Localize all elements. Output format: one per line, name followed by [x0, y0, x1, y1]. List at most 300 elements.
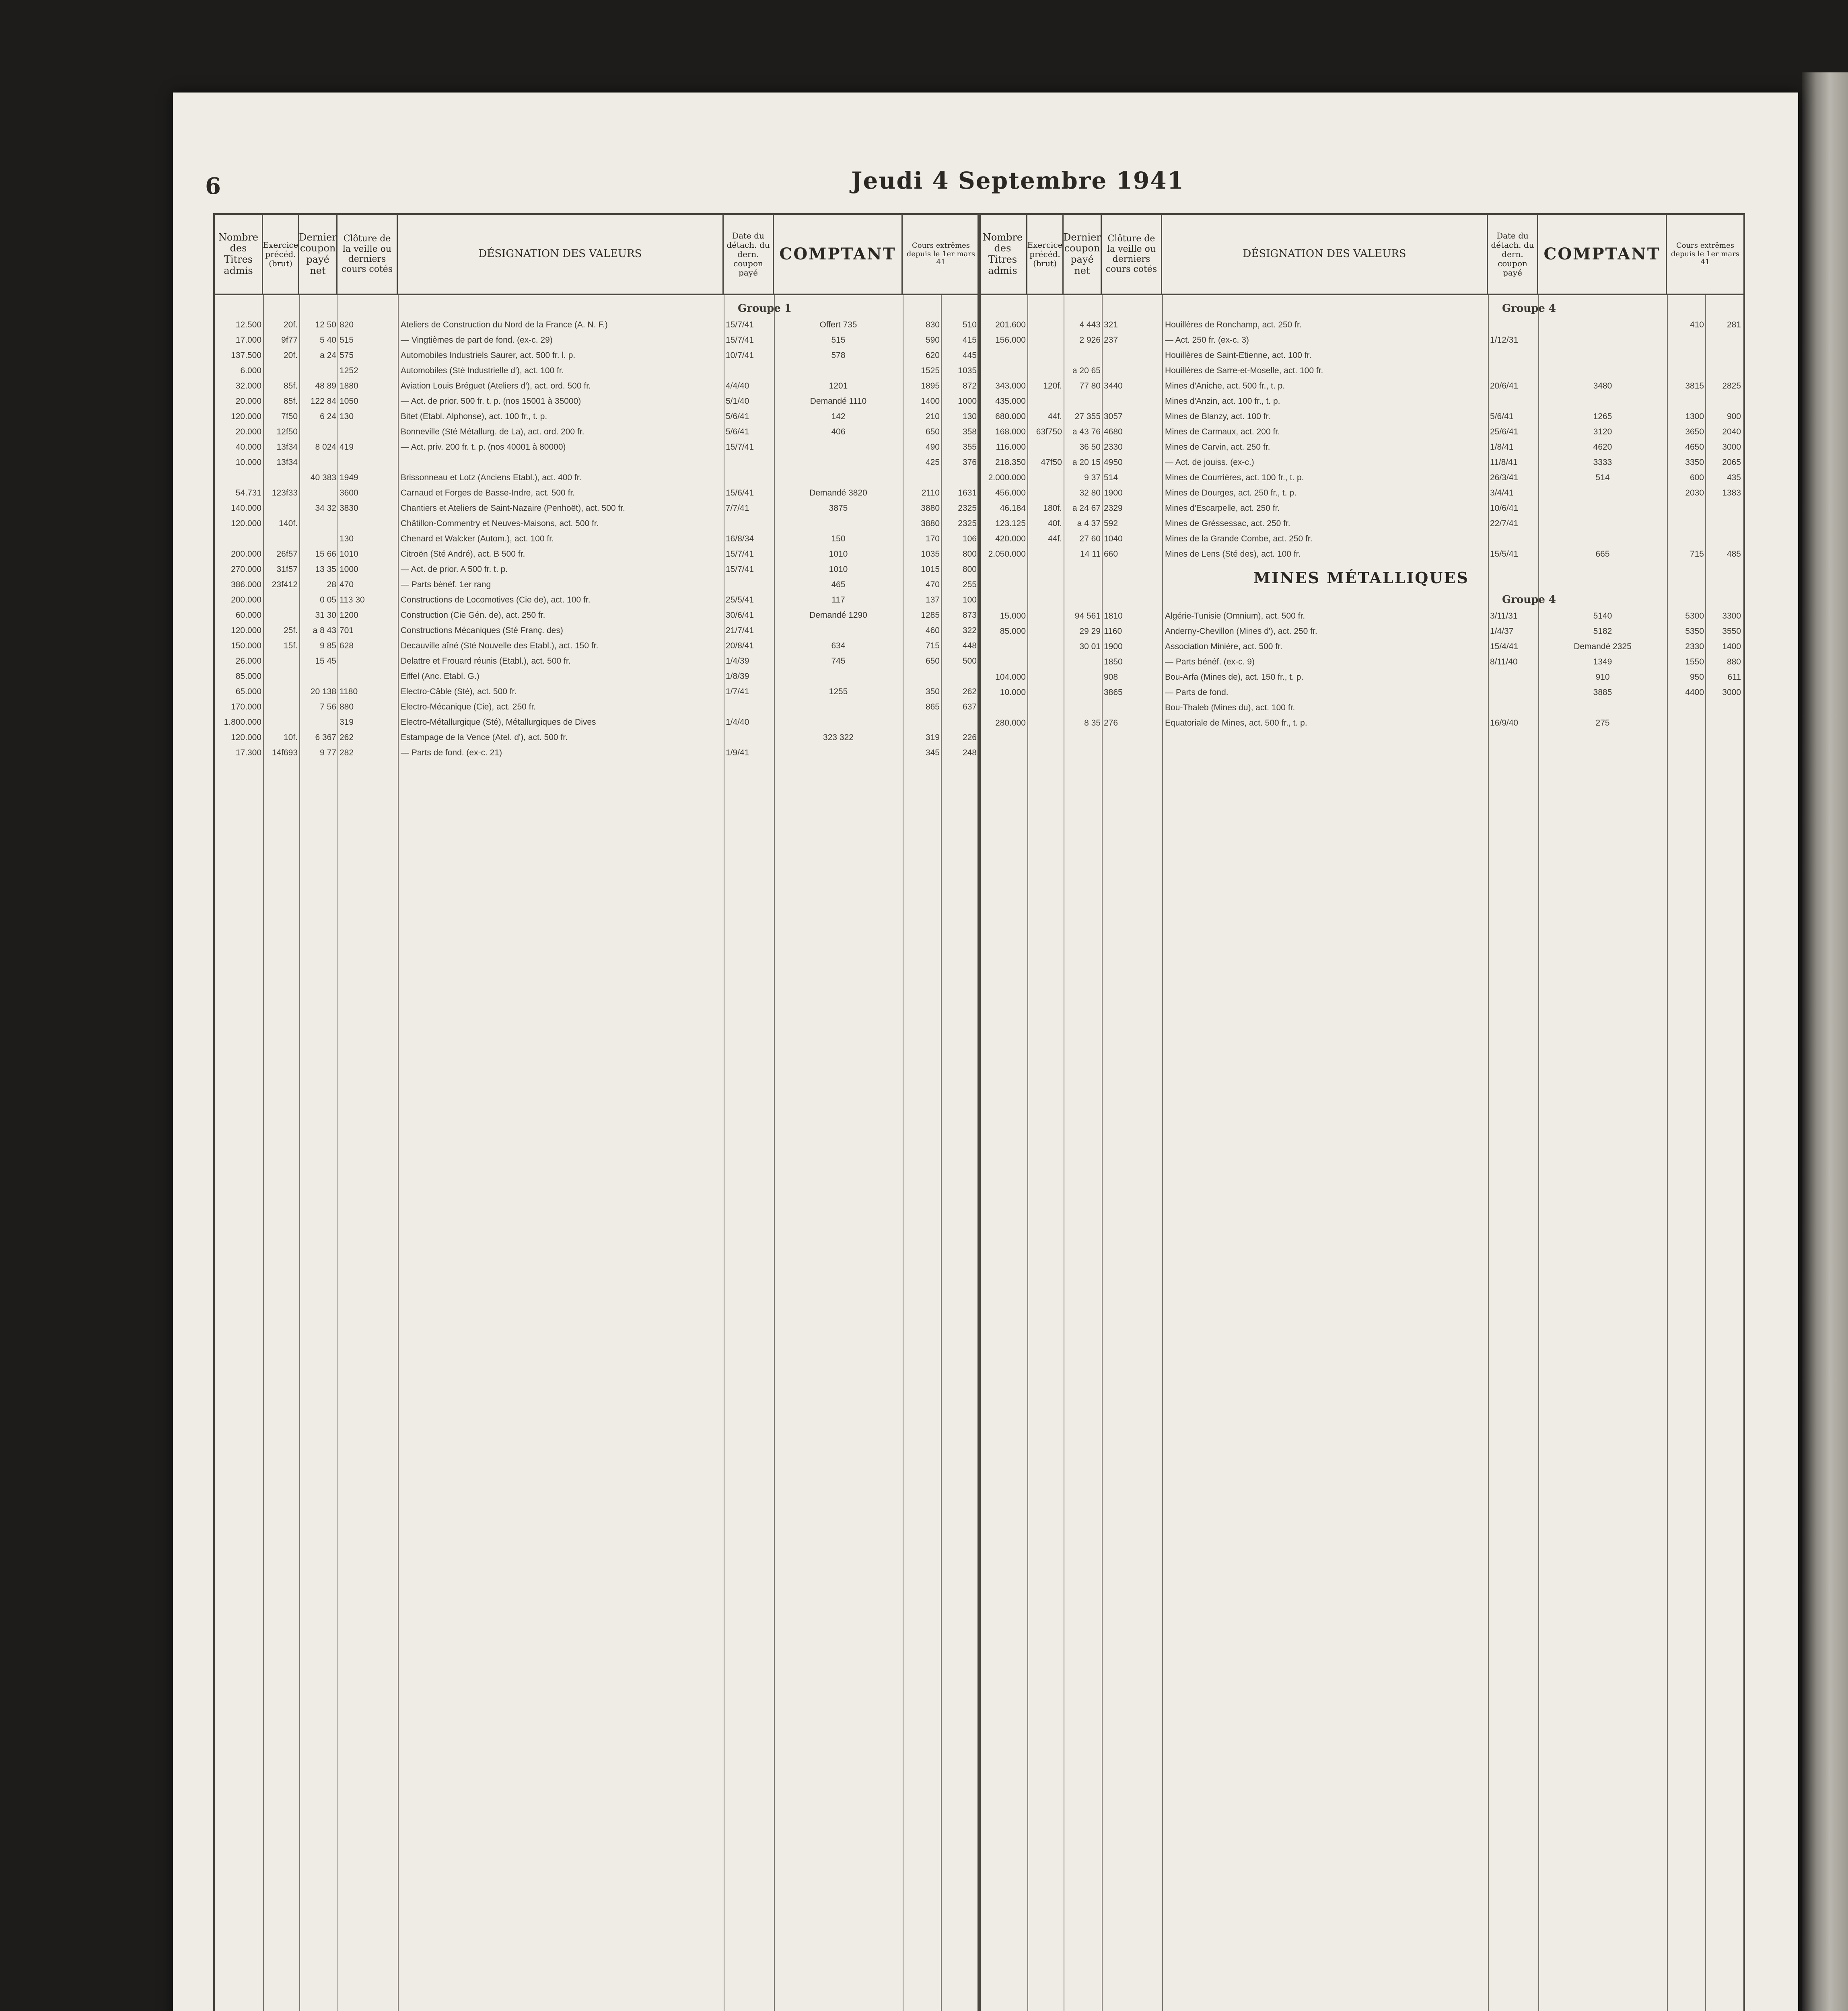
- cell-lo: 872: [962, 381, 977, 391]
- table-row: [979, 701, 1743, 716]
- table-row: [215, 455, 979, 471]
- cell-n: 343.000: [995, 381, 1026, 391]
- table-row: [979, 655, 1743, 670]
- cell-d: 32 80: [1079, 488, 1101, 498]
- cell-name: Mines de Lens (Sté des), act. 100 fr.: [1165, 549, 1301, 559]
- cell-name: — Parts bénéf. (ex-c. 9): [1165, 657, 1255, 666]
- cell-lo: 355: [962, 442, 977, 452]
- col-date-detach: Date du détach. du dern. coupon payé: [1488, 215, 1538, 295]
- cell-hi: 3880: [921, 519, 940, 528]
- cell-comptant: 515: [831, 335, 846, 345]
- cell-n: 26.000: [235, 656, 261, 666]
- cell-lo: 255: [962, 580, 977, 589]
- cell-lo: 2040: [1722, 427, 1741, 436]
- cell-name: Mines d'Escarpelle, act. 250 fr.: [1165, 504, 1280, 513]
- table-row: [979, 532, 1743, 547]
- cell-comptant: Demandé 1290: [809, 611, 867, 620]
- cell-n: 10.000: [1000, 688, 1026, 697]
- cell-comptant: 634: [831, 641, 846, 650]
- cell-lo: 100: [962, 595, 977, 605]
- cell-n: 85.000: [1000, 627, 1026, 636]
- cell-n: 46.184: [1000, 504, 1026, 513]
- cell-e: 85f.: [283, 397, 298, 406]
- cell-n: 1.800.000: [224, 718, 261, 727]
- cell-c: 1010: [340, 549, 358, 559]
- cell-c: 319: [340, 718, 354, 727]
- cell-n: 200.000: [231, 595, 261, 605]
- cell-c: 1040: [1104, 534, 1123, 543]
- cell-c: 3057: [1104, 412, 1123, 421]
- cell-c: 113 30: [340, 595, 365, 605]
- cell-d: 0 05: [320, 595, 336, 605]
- cell-comptant: 1265: [1593, 412, 1612, 421]
- cell-hi: 350: [925, 687, 940, 696]
- table-row: [979, 348, 1743, 364]
- cell-name: Equatoriale de Mines, act. 500 fr., t. p.: [1165, 718, 1307, 728]
- table-row: [979, 609, 1743, 624]
- col-comptant: COMPTANT: [774, 215, 903, 295]
- cell-hi: 319: [925, 733, 940, 742]
- cell-hi: 410: [1690, 320, 1704, 329]
- cell-hi: 1550: [1685, 657, 1704, 666]
- cell-lo: 873: [962, 611, 977, 620]
- cell-e: 25f.: [283, 626, 298, 635]
- cell-dt: 10/6/41: [1490, 504, 1519, 513]
- cell-c: 282: [340, 748, 354, 757]
- col-exercice: Exercice précéd. (brut): [1027, 215, 1064, 295]
- cell-name: Mines d'Aniche, act. 500 fr., t. p.: [1165, 381, 1285, 391]
- table-row: [979, 547, 1743, 562]
- cell-n: 218.350: [995, 458, 1026, 467]
- cell-dt: 16/8/34: [726, 534, 754, 543]
- cell-c: 1160: [1104, 627, 1122, 636]
- cell-name: — Act. priv. 200 fr. t. p. (nos 40001 à 80000): [401, 442, 566, 452]
- cell-d: 6 24: [320, 412, 336, 421]
- cell-c: 1050: [340, 397, 358, 406]
- cell-e: 120f.: [1043, 381, 1062, 391]
- table-row: [979, 394, 1743, 409]
- table-row: [215, 516, 979, 532]
- col-date-detach: Date du détach. du dern. coupon payé: [724, 215, 774, 295]
- cell-name: — Parts bénéf. 1er rang: [401, 580, 491, 589]
- cell-c: 470: [340, 580, 354, 589]
- cell-name: — Parts de fond. (ex-c. 21): [401, 748, 502, 757]
- cell-comptant: 578: [831, 351, 846, 360]
- cell-dt: 3/11/31: [1490, 611, 1518, 621]
- cell-hi: 1525: [921, 366, 940, 375]
- cell-e: 40f.: [1047, 519, 1062, 528]
- table-row: [215, 409, 979, 425]
- cell-dt: 5/6/41: [1490, 412, 1514, 421]
- cell-e: 26f57: [276, 549, 298, 559]
- cell-d: 30 01: [1079, 642, 1101, 651]
- cell-d: 6 367: [315, 733, 336, 742]
- cell-c: 1180: [340, 687, 358, 696]
- cell-c: 2330: [1104, 442, 1123, 452]
- cell-comptant: Offert 735: [819, 320, 857, 329]
- cell-c: 1900: [1104, 488, 1123, 498]
- col-cours-extremes: Cours extrêmes depuis le 1er mars 41: [903, 215, 979, 295]
- cell-d: 48 89: [315, 381, 336, 391]
- cell-comptant: 117: [831, 595, 845, 605]
- table-row: [979, 685, 1743, 701]
- cell-comptant: 5182: [1593, 627, 1612, 636]
- cell-e: 13f34: [276, 442, 298, 452]
- cell-e: 63f750: [1036, 427, 1062, 436]
- newspaper-page: [173, 93, 1798, 2011]
- cell-dt: 7/7/41: [726, 504, 749, 513]
- cell-d: 36 50: [1079, 442, 1101, 452]
- cell-e: 44f.: [1047, 412, 1062, 421]
- cell-n: 104.000: [995, 672, 1026, 682]
- table-row: [979, 670, 1743, 685]
- cell-d: 9 37: [1084, 473, 1101, 482]
- col-nombre: Nombre des Titres admis: [215, 215, 263, 295]
- cell-comptant: 5140: [1593, 611, 1612, 621]
- cell-hi: 170: [925, 534, 940, 543]
- cell-lo: 1631: [958, 488, 977, 498]
- cell-hi: 1300: [1685, 412, 1704, 421]
- cell-comptant: 275: [1595, 718, 1610, 728]
- cell-lo: 637: [962, 702, 977, 711]
- cell-e: 14f693: [272, 748, 298, 757]
- cell-name: Chenard et Walcker (Autom.), act. 100 fr.: [401, 534, 554, 543]
- cell-n: 54.731: [235, 488, 261, 498]
- cell-c: 575: [340, 351, 354, 360]
- group-label: Groupe 4: [1502, 302, 1556, 315]
- cell-hi: 590: [925, 335, 940, 345]
- cell-hi: 1015: [921, 565, 940, 574]
- cell-lo: 2065: [1722, 458, 1741, 467]
- cell-lo: 106: [962, 534, 977, 543]
- cell-hi: 715: [1690, 549, 1704, 559]
- cell-c: 4680: [1104, 427, 1123, 436]
- cell-d: 13 35: [315, 565, 336, 574]
- cell-d: 14 11: [1080, 549, 1101, 559]
- cell-d: 9 77: [320, 748, 336, 757]
- cell-n: 17.300: [235, 748, 261, 757]
- cell-c: 1810: [1104, 611, 1123, 621]
- cell-hi: 137: [925, 595, 940, 605]
- cell-c: 880: [340, 702, 354, 711]
- cell-c: 820: [340, 320, 354, 329]
- cell-name: Electro-Câble (Sté), act. 500 fr.: [401, 687, 517, 696]
- cell-n: 120.000: [231, 519, 261, 528]
- cell-c: 1850: [1104, 657, 1123, 666]
- left-table: [213, 213, 981, 2011]
- cell-lo: 485: [1727, 549, 1741, 559]
- cell-dt: 25/6/41: [1490, 427, 1519, 436]
- cell-n: 280.000: [995, 718, 1026, 728]
- cell-lo: 248: [962, 748, 977, 757]
- cell-lo: 510: [962, 320, 977, 329]
- cell-dt: 15/7/41: [726, 442, 754, 452]
- cell-d: 9 85: [320, 641, 336, 650]
- cell-comptant: 745: [831, 656, 846, 666]
- cell-d: 28: [327, 580, 336, 589]
- cell-comptant: 3885: [1593, 688, 1612, 697]
- cell-dt: 20/8/41: [726, 641, 754, 650]
- cell-n: 17.000: [235, 335, 261, 345]
- cell-e: 23f412: [272, 580, 298, 589]
- cell-comptant: 406: [831, 427, 846, 436]
- cell-n: 116.000: [996, 442, 1026, 452]
- cell-lo: 445: [962, 351, 977, 360]
- cell-lo: 1400: [1722, 642, 1741, 651]
- cell-n: 168.000: [995, 427, 1026, 436]
- cell-dt: 15/4/41: [1490, 642, 1519, 651]
- cell-n: 137.500: [231, 351, 261, 360]
- cell-c: 262: [340, 733, 354, 742]
- cell-n: 200.000: [231, 549, 261, 559]
- cell-e: 140f.: [279, 519, 298, 528]
- cell-comptant: 142: [831, 412, 846, 421]
- cell-name: Bou-Thaleb (Mines du), act. 100 fr.: [1165, 703, 1295, 712]
- cell-hi: 2330: [1685, 642, 1704, 651]
- cell-d: 5 40: [320, 335, 336, 345]
- cell-d: 2 926: [1079, 335, 1101, 345]
- table-row: [979, 501, 1743, 516]
- cell-d: a 4 37: [1077, 519, 1101, 528]
- table-row: [215, 364, 979, 379]
- cell-e: 10f.: [283, 733, 298, 742]
- cell-dt: 25/5/41: [726, 595, 754, 605]
- cell-d: a 24 67: [1072, 504, 1101, 513]
- section-title: MINES MÉTALLIQUES: [1253, 569, 1469, 587]
- cell-dt: 20/6/41: [1490, 381, 1519, 391]
- cell-lo: 130: [962, 412, 977, 421]
- cell-hi: 4650: [1685, 442, 1704, 452]
- cell-n: 420.000: [995, 534, 1026, 543]
- cell-c: 515: [340, 335, 354, 345]
- table-row: [215, 440, 979, 455]
- cell-e: 31f57: [276, 565, 298, 574]
- table-row: [215, 578, 979, 593]
- cell-hi: 210: [925, 412, 940, 421]
- cell-comptant: 665: [1595, 549, 1610, 559]
- table-row: [215, 532, 979, 547]
- col-cloture: Clôture de la veille ou derniers cours cotés: [337, 215, 398, 295]
- table-row: [979, 471, 1743, 486]
- cell-comptant: 323 322: [823, 733, 854, 742]
- cell-hi: 600: [1690, 473, 1704, 482]
- cell-name: Algérie-Tunisie (Omnium), act. 500 fr.: [1165, 611, 1305, 621]
- cell-dt: 5/6/41: [726, 427, 749, 436]
- cell-hi: 2030: [1685, 488, 1704, 498]
- col-dernier: Dernier coupon payé net: [1064, 215, 1102, 295]
- cell-hi: 830: [925, 320, 940, 329]
- cell-n: 150.000: [231, 641, 261, 650]
- cell-c: 321: [1104, 320, 1118, 329]
- cell-n: 435.000: [995, 397, 1026, 406]
- cell-lo: 3000: [1722, 442, 1741, 452]
- table-row: [215, 593, 979, 608]
- table-row: [979, 318, 1743, 333]
- table-row: [979, 440, 1743, 455]
- cell-name: — Parts de fond.: [1165, 688, 1229, 697]
- cell-lo: 611: [1727, 672, 1741, 682]
- table-row: [215, 471, 979, 486]
- cell-c: 514: [1104, 473, 1118, 482]
- cell-name: Brissonneau et Lotz (Anciens Etabl.), act. 400 fr.: [401, 473, 582, 482]
- cell-e: 123f33: [272, 488, 298, 498]
- cell-lo: 880: [1727, 657, 1741, 666]
- group-label: Groupe 1: [738, 302, 792, 315]
- cell-c: 1200: [340, 611, 358, 620]
- cell-d: 77 80: [1079, 381, 1101, 391]
- cell-dt: 1/8/39: [726, 672, 749, 681]
- cell-d: 34 32: [315, 504, 336, 513]
- col-nombre: Nombre des Titres admis: [979, 215, 1027, 295]
- cell-lo: 1000: [958, 397, 977, 406]
- cell-d: a 20 65: [1072, 366, 1101, 375]
- cell-d: a 43 76: [1072, 427, 1101, 436]
- table-row: [215, 348, 979, 364]
- cell-hi: 950: [1690, 672, 1704, 682]
- cell-c: 701: [340, 626, 354, 635]
- table-row: [979, 379, 1743, 394]
- cell-name: Constructions de Locomotives (Cie de), act. 100 fr.: [401, 595, 591, 605]
- table-row: [215, 501, 979, 516]
- cell-dt: 15/5/41: [1490, 549, 1519, 559]
- right-rows: [979, 299, 1743, 731]
- cell-n: 20.000: [235, 397, 261, 406]
- cell-dt: 15/7/41: [726, 320, 754, 329]
- cell-hi: 865: [925, 702, 940, 711]
- table-row: [979, 409, 1743, 425]
- cell-dt: 26/3/41: [1490, 473, 1519, 482]
- cell-hi: 3815: [1685, 381, 1704, 391]
- col-dernier: Dernier coupon payé net: [299, 215, 337, 295]
- cell-name: Houillères de Saint-Etienne, act. 100 fr.: [1165, 351, 1312, 360]
- cell-c: 1900: [1104, 642, 1123, 651]
- cell-hi: 425: [925, 458, 940, 467]
- cell-d: 8 024: [315, 442, 336, 452]
- page-number: 6: [205, 173, 221, 199]
- cell-comptant: 3120: [1593, 427, 1612, 436]
- cell-name: — Vingtièmes de part de fond. (ex-c. 29): [401, 335, 553, 345]
- adjacent-page-edge: [1802, 72, 1848, 2011]
- table-row: [215, 700, 979, 715]
- cell-c: 3830: [340, 504, 358, 513]
- cell-comptant: Demandé 2325: [1574, 642, 1632, 651]
- cell-e: 20f.: [283, 351, 298, 360]
- cell-e: 13f34: [276, 458, 298, 467]
- table-row: [215, 730, 979, 746]
- cell-name: Mines de Gréssessac, act. 250 fr.: [1165, 519, 1290, 528]
- cell-hi: 650: [925, 656, 940, 666]
- table-row: [215, 608, 979, 623]
- cell-n: 680.000: [995, 412, 1026, 421]
- table-row: [979, 455, 1743, 471]
- cell-lo: 226: [962, 733, 977, 742]
- cell-hi: 620: [925, 351, 940, 360]
- cell-name: Mines d'Anzin, act. 100 fr., t. p.: [1165, 397, 1280, 406]
- cell-hi: 3880: [921, 504, 940, 513]
- table-row: [979, 425, 1743, 440]
- cell-comptant: 4620: [1593, 442, 1612, 452]
- cell-n: 140.000: [231, 504, 261, 513]
- cell-name: Association Minière, act. 500 fr.: [1165, 642, 1282, 651]
- cell-comptant: 1201: [829, 381, 848, 391]
- cell-lo: 376: [962, 458, 977, 467]
- cell-lo: 3550: [1722, 627, 1741, 636]
- cell-comptant: 150: [831, 534, 846, 543]
- cell-dt: 15/6/41: [726, 488, 754, 498]
- cell-dt: 1/4/39: [726, 656, 749, 666]
- cell-comptant: 3875: [829, 504, 848, 513]
- cell-c: 660: [1104, 549, 1118, 559]
- cell-dt: 1/8/41: [1490, 442, 1514, 452]
- cell-n: 85.000: [235, 672, 261, 681]
- cell-d: 27 60: [1079, 534, 1101, 543]
- cell-lo: 900: [1727, 412, 1741, 421]
- cell-comptant: 465: [831, 580, 846, 589]
- cell-hi: 470: [925, 580, 940, 589]
- cell-n: 10.000: [235, 458, 261, 467]
- cell-lo: 3000: [1722, 688, 1741, 697]
- cell-lo: 281: [1727, 320, 1741, 329]
- cell-dt: 15/7/41: [726, 549, 754, 559]
- cell-n: 6.000: [240, 366, 261, 375]
- cell-dt: 30/6/41: [726, 611, 754, 620]
- cell-dt: 3/4/41: [1490, 488, 1514, 498]
- cell-c: 908: [1104, 672, 1118, 682]
- cell-d: 8 35: [1084, 718, 1101, 728]
- cell-dt: 1/7/41: [726, 687, 749, 696]
- cell-name: Eiffel (Anc. Etabl. G.): [401, 672, 479, 681]
- cell-e: 20f.: [283, 320, 298, 329]
- cell-name: Construction (Cie Gén. de), act. 250 fr.: [401, 611, 545, 620]
- cell-name: Anderny-Chevillon (Mines d'), act. 250 fr.: [1165, 627, 1317, 636]
- left-rows: [215, 299, 979, 761]
- cell-c: 2329: [1104, 504, 1123, 513]
- cell-c: 276: [1104, 718, 1118, 728]
- cell-c: 130: [340, 534, 354, 543]
- cell-c: 3600: [340, 488, 358, 498]
- col-exercice: Exercice précéd. (brut): [263, 215, 299, 295]
- cell-c: 419: [340, 442, 354, 452]
- cell-c: 1949: [340, 473, 358, 482]
- table-row: [215, 318, 979, 333]
- table-row: [215, 746, 979, 761]
- cell-n: 32.000: [235, 381, 261, 391]
- table-row: [215, 639, 979, 654]
- cell-name: — Act. de jouiss. (ex-c.): [1165, 458, 1254, 467]
- cell-comptant: 3480: [1593, 381, 1612, 391]
- cell-c: 130: [340, 412, 354, 421]
- cell-n: 170.000: [231, 702, 261, 711]
- cell-hi: 5300: [1685, 611, 1704, 621]
- cell-lo: 2325: [958, 519, 977, 528]
- table-row: [215, 715, 979, 730]
- cell-d: 7 56: [320, 702, 336, 711]
- cell-d: 27 355: [1074, 412, 1101, 421]
- cell-dt: 15/7/41: [726, 565, 754, 574]
- table-row: [979, 333, 1743, 348]
- cell-n: 456.000: [995, 488, 1026, 498]
- cell-name: Chantiers et Ateliers de Saint-Nazaire (Penhoët), act. 500 fr.: [401, 504, 625, 513]
- cell-d: 31 30: [315, 611, 336, 620]
- cell-n: 15.000: [1000, 611, 1026, 621]
- cell-e: 44f.: [1047, 534, 1062, 543]
- cell-lo: 800: [962, 549, 977, 559]
- cell-name: Bou-Arfa (Mines de), act. 150 fr., t. p.: [1165, 672, 1304, 682]
- cell-n: 120.000: [231, 733, 261, 742]
- cell-name: Delattre et Frouard réunis (Etabl.), act. 500 fr.: [401, 656, 571, 666]
- cell-name: Mines de Carvin, act. 250 fr.: [1165, 442, 1270, 452]
- cell-e: 180f.: [1043, 504, 1062, 513]
